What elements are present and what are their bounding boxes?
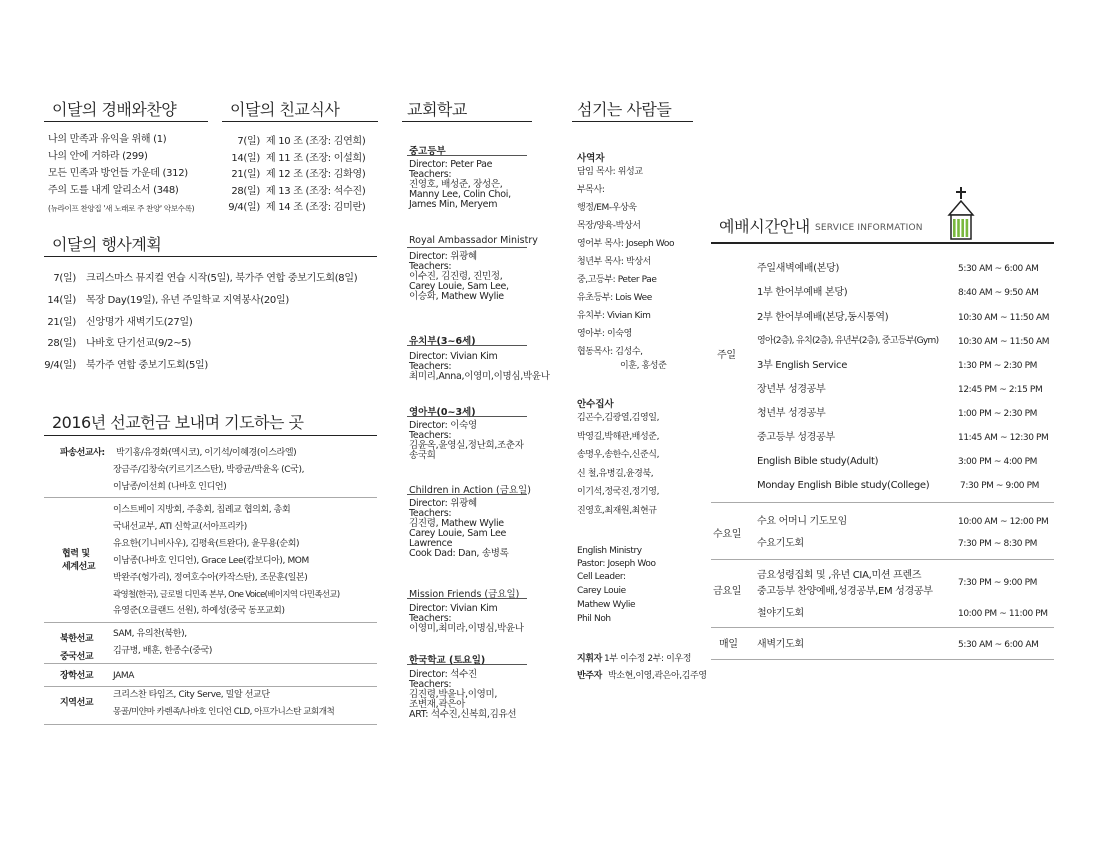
mission-label: 협력 및 세계선교 [62,549,96,572]
fellowship-group: 제 13 조 (조장: 석수진) [266,186,366,197]
minister-line: 목장/양육-박상서 [577,221,641,231]
english-ministry-line: Cell Leader: [577,572,626,582]
service-divider [711,559,1054,560]
hymn-item: 주의 도를 내게 알리소서 (348) [48,185,179,196]
service-name: Monday English Bible study(College) [757,480,930,491]
mission-line: 몽골/미얀마 카렌족/나바호 인디언 CLD, 아프가니스탄 교회개척 [113,707,335,717]
conductor-label: 지휘자 [577,654,602,664]
event-text: 목장 Day(19일), 유년 주일학교 지역봉사(20일) [86,295,289,306]
minister-line: 유치부: Vivian Kim [577,311,651,321]
accompanist-value: 박소현,이영,곽은아,김주영 [608,671,707,681]
service-day: 주일 [717,350,736,361]
school-group-text: Director: 위광혜 Teachers: 김진령, Mathew Wylie Carey Louie, Sam Lee Lawrence Cook Dad: Dan, 송병록 [409,498,509,559]
event-text: 북가주 연합 중보기도회(5일) [86,360,208,371]
missions-title: 2016년 선교헌금 보내며 기도하는 곳 [52,413,304,432]
mission-line: 장금주/김창숙(키르기즈스탄), 박광균/박윤옥 (C국), [113,465,305,475]
mission-divider [44,497,377,498]
service-name: 3부 English Service [757,360,848,371]
service-time: 7:30 PM ~ 9:00 PM [958,578,1037,588]
mission-divider [44,622,377,623]
english-ministry-line: Carey Louie [577,586,626,596]
event-date: 9/4(일) [44,360,76,371]
service-name: 수요 어머니 기도모임 [757,516,847,527]
service-time: 8:40 AM ~ 9:50 AM [958,288,1039,298]
service-time: 5:30 AM ~ 6:00 AM [958,264,1039,274]
service-name: 금요성령집회 및 ,유년 CIA,미션 프렌즈 [757,570,922,581]
fellowship-group: 제 11 조 (조장: 이설희) [266,153,366,164]
service-name: 1부 한어부예배 본당) [757,287,848,298]
mission-line: 국내선교부, ATI 신학교(서아프리카) [113,522,247,532]
service-day: 매일 [719,639,738,650]
church-icon [943,185,979,241]
school-group-name: 한국학교 (토요일) [409,655,486,666]
school-group-name: Children in Action (금요일) [409,485,531,496]
school-group-rule [407,598,527,599]
mission-line: 박완주(헝가리), 정여호수아(카작스탄), 조문훈(일본) [113,573,308,583]
service-day: 금요일 [713,586,742,597]
hymns-title: 이달의 경배와찬양 [52,100,177,119]
school-group-text: Director: Vivian Kim Teachers: 이영미,최미라,이명심,박윤나 [409,603,524,634]
school-rule [402,121,532,122]
school-group-text: Director: 위광혜 Teachers: 이수진, 김진령, 진민정, Carey Louie, Sam Lee, 이승화, Mathew Wylie [409,251,509,302]
fellowship-group: 제 10 조 (조장: 김연희) [266,136,366,147]
fellowship-title: 이달의 친교식사 [230,100,340,119]
school-group-rule [407,345,527,346]
deacon-line: 김곤수,김광열,김영일, [577,413,660,423]
hymn-item: 나의 안에 거하라 (299) [48,151,148,162]
mission-divider [44,724,377,725]
ministers-label: 사역자 [577,153,605,164]
minister-line: 중,고등부: Peter Pae [577,275,657,285]
accompanist-label: 반주자 [577,671,602,681]
deacons-label: 안수집사 [577,399,614,410]
school-group-name: 유치부(3~6세) [409,336,476,347]
event-date: 28(일) [47,338,76,349]
mission-line: 크리스찬 타임즈, City Serve, 밀알 선교단 [113,690,270,700]
mission-line: 유영준(오클랜드 선원), 하예성(중국 동포교회) [113,606,285,616]
service-time: 10:00 PM ~ 11:00 PM [958,609,1048,619]
service-name: 중고등부 찬양예배,성경공부,EM 성경공부 [757,586,933,597]
event-date: 14(일) [47,295,76,306]
service-name: 영아(2층), 유치(2층), 유년부(2층), 중고등부(Gym) [757,336,939,346]
fellowship-date: 9/4(일) [228,202,260,213]
mission-label: 장학선교 [60,671,94,681]
service-time: 5:30 AM ~ 6:00 AM [958,640,1039,650]
mission-line: 곽영철(한국), 글로벌 디민족 본부, One Voice(베이지역 다민족선교) [113,589,340,599]
service-name: 2부 한어부예배(본당,동시통역) [757,312,889,323]
fellowship-date: 7(일) [237,136,260,147]
service-divider [711,627,1054,628]
school-group-text: Director: 석수진 Teachers: 김진령,박윤나,이영미, 조변재,곽은아 ART: 석수진,신복희,김유선 [409,669,517,720]
minister-line: 이훈, 홍성준 [620,361,667,371]
fellowship-date: 14(일) [231,153,260,164]
mission-line: SAM, 유의찬(북한), [113,629,187,639]
school-group-rule [407,155,527,156]
mission-line: JAMA [113,671,134,681]
hymn-item: 모든 민족과 방언들 가운데 (312) [48,168,188,179]
service-time: 1:00 PM ~ 2:30 PM [958,409,1037,419]
mission-line: 이남종(나바호 인디언), Grace Lee(캄보디아), MOM [113,556,309,566]
service-time: 3:00 PM ~ 4:00 PM [958,457,1037,467]
service-name: 주일새벽예배(본당) [757,263,840,274]
service-name: 새벽기도회 [757,639,804,650]
deacon-line: 송명우,송한수,신준식, [577,450,660,460]
minister-line: 영아부: 이숙영 [577,329,632,339]
event-date: 7(일) [53,273,76,284]
mission-divider [44,663,377,664]
fellowship-group: 제 12 조 (조장: 김화영) [266,169,366,180]
hymn-item: 나의 만족과 유익을 위해 (1) [48,134,167,145]
conductor-value: 1부 이수정 2부: 이우정 [604,654,692,664]
hymns-rule [44,121,208,122]
deacon-line: 이기석,정국진,정기영, [577,487,660,497]
minister-line: 청년부 목사: 박상서 [577,257,651,267]
deacon-line: 박영길,박해관,배성준, [577,432,660,442]
events-title: 이달의 행사계획 [52,235,162,254]
school-group-name: Royal Ambassador Ministry [409,235,538,246]
fellowship-date: 28(일) [231,186,260,197]
school-group-rule [407,494,527,495]
fellowship-group: 제 14 조 (조장: 김미란) [266,202,366,213]
minister-line: 유초등부: Lois Wee [577,293,652,303]
service-name: 청년부 성경공부 [757,408,826,419]
hymn-note: (뉴라이프 찬양집 '새 노래로 주 찬양' 악보수록) [48,204,195,213]
school-group-name: Mission Friends (금요일) [409,589,520,600]
mission-line: 이스트베이 지방회, 주총회, 침례교 협의회, 총회 [113,505,291,515]
service-time: 7:30 PM ~ 9:00 PM [960,481,1039,491]
school-group-name: 영아부(0~3세) [409,407,476,418]
services-title: 예배시간안내 [719,217,810,236]
service-name: English Bible study(Adult) [757,456,879,467]
service-divider [711,659,1054,660]
service-time: 10:30 AM ~ 11:50 AM [958,313,1050,323]
events-rule [44,256,377,257]
english-ministry-line: English Ministry [577,546,642,556]
service-time: 7:30 PM ~ 8:30 PM [958,539,1037,549]
minister-line: 행정/EM-우상욱 [577,203,637,213]
school-group-rule [407,247,527,248]
mission-label: 지역선교 [60,698,94,708]
service-time: 1:30 PM ~ 2:30 PM [958,361,1037,371]
event-date: 21(일) [47,317,76,328]
service-time: 12:45 PM ~ 2:15 PM [958,385,1043,395]
deacon-line: 신 철,유병길,윤경북, [577,469,654,479]
mission-label: 파송선교사: [60,448,105,458]
mission-line: 유요한(기니비사우), 김평육(트완다), 윤무용(순회) [113,539,300,549]
minister-line: 협동목사: 김성수, [577,347,643,357]
minister-line: 부목사: [577,185,605,195]
mission-line: 이남종/이선희 (나바호 인디언) [113,482,227,492]
missions-rule [44,435,377,436]
service-name: 장년부 성경공부 [757,384,826,395]
school-group-rule [407,416,527,417]
school-group-text: Director: Peter Pae Teachers: 진영호, 배성준, 장성은, Manny Lee, Colin Choi, James Min, Meryem [409,159,511,210]
event-text: 크리스마스 뮤지컬 연습 시작(5일), 북가주 연합 중보기도회(8일) [86,273,358,284]
service-name: 수요기도회 [757,538,804,549]
servants-title: 섬기는 사람들 [577,100,672,119]
service-name: 중고등부 성경공부 [757,432,835,443]
event-text: 신앙명가 새벽기도(27일) [86,317,193,328]
mission-divider [44,686,377,687]
english-ministry-line: Pastor: Joseph Woo [577,559,656,569]
servants-rule [572,121,693,122]
school-group-text: Director: 이숙영 Teachers: 김윤옥,윤영실,정난희,조춘자 송국희 [409,420,524,461]
deacon-line: 진영호,최재원,최현규 [577,506,657,516]
service-divider [711,502,1054,503]
english-ministry-line: Phil Noh [577,614,611,624]
service-name: 철야기도회 [757,608,804,619]
minister-line: 영어부 목사: Joseph Woo [577,239,675,249]
school-group-rule [407,664,527,665]
service-time: 11:45 AM ~ 12:30 PM [958,433,1049,443]
school-group-text: Director: Vivian Kim Teachers: 최미리,Anna,이영미,이명심,박윤나 [409,351,550,382]
service-time: 10:30 AM ~ 11:50 AM [958,337,1050,347]
mission-line: 김규병, 배훈, 한종수(중국) [113,646,213,656]
school-group-name: 중고등부 [409,146,446,157]
fellowship-rule [222,121,378,122]
minister-line: 담임 목사: 위성교 [577,167,643,177]
mission-label: 북한선교 중국선교 [60,634,94,662]
event-text: 나바호 단기선교(9/2~5) [86,338,191,349]
service-day: 수요일 [713,529,742,540]
fellowship-date: 21(일) [231,169,260,180]
service-time: 10:00 AM ~ 12:00 PM [958,517,1049,527]
services-rule [711,242,1054,244]
english-ministry-line: Mathew Wylie [577,600,636,610]
school-title: 교회학교 [407,100,467,119]
mission-line: 박기홍/유경화(멕시코), 이기석/이혜경(이스라엘) [116,448,297,458]
services-subtitle: SERVICE INFORMATION [815,223,923,233]
